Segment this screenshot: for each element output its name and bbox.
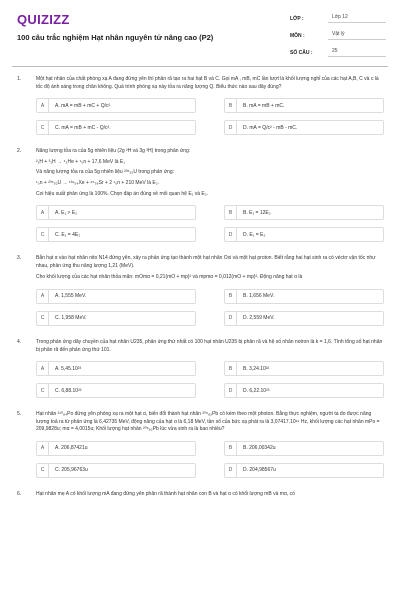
option-text: C. 6,88.10²² bbox=[55, 387, 82, 394]
answer-option-a[interactable] bbox=[36, 205, 196, 220]
answer-option-c[interactable] bbox=[36, 311, 196, 326]
question-text-2: Và năng lượng tỏa ra của 5g nhiên liệu ²³⁵₉₂U trong phản ứng: bbox=[36, 169, 174, 176]
option-letter: D bbox=[225, 121, 237, 134]
option-text: C. E₁ = 4E₂ bbox=[55, 231, 81, 238]
question-number: 5. bbox=[17, 411, 22, 418]
question-number: 3. bbox=[17, 255, 22, 262]
answer-option-b[interactable] bbox=[224, 98, 384, 113]
option-text: A. E₁ > E₂ bbox=[55, 209, 78, 216]
answer-option-d[interactable] bbox=[224, 463, 384, 478]
answer-option-d[interactable] bbox=[224, 227, 384, 242]
option-text: A. mA = mB + mC + Q/c² bbox=[55, 102, 111, 109]
option-letter: B bbox=[225, 290, 237, 303]
header-divider bbox=[12, 66, 388, 67]
question-text-2: Cho khối lượng của các hạt nhân thỏa mãn: mOmα = 0,21(mO + mp)² và mpmα = 0,012(mO + mp)². Động năng hạt α là bbox=[36, 274, 303, 281]
answer-options bbox=[36, 98, 384, 135]
question-number: 1. bbox=[17, 76, 22, 82]
option-text: B. mA = mB + mC. bbox=[243, 102, 285, 109]
answer-option-c[interactable] bbox=[36, 383, 196, 398]
option-letter: A bbox=[37, 290, 49, 303]
question-list bbox=[0, 76, 400, 499]
meta-value: 25 bbox=[328, 48, 386, 57]
answer-option-a[interactable] bbox=[36, 98, 196, 113]
question-text-3: Coi hiệu suất phản ứng là 100%. Chọn đáp án đúng về mối quan hệ E₁ và E₂. bbox=[36, 190, 209, 197]
quizizz-logo: QUIZIZZ bbox=[17, 12, 70, 27]
answer-option-b[interactable] bbox=[224, 441, 384, 456]
meta-row-question-count bbox=[290, 46, 386, 59]
option-letter: B bbox=[225, 362, 237, 375]
question-4 bbox=[0, 339, 400, 398]
option-text: D. 6,22.10²³ bbox=[243, 387, 270, 394]
answer-option-a[interactable] bbox=[36, 289, 196, 304]
option-text: C. 205,96763u bbox=[55, 467, 88, 474]
option-text: D. 204,98567u bbox=[243, 467, 276, 474]
question-number: 4. bbox=[17, 338, 22, 345]
question-2 bbox=[0, 148, 400, 242]
question-1 bbox=[0, 76, 400, 135]
option-text: A. 5,45.10²³ bbox=[55, 365, 82, 372]
option-letter: A bbox=[37, 362, 49, 375]
option-text: D. E₁ = E₂ bbox=[243, 231, 266, 238]
question-text: Một hạt nhân của chất phóng xạ A đang đứng yên thì phân rã tạo ra hai hạt B và C. Gọi mA , mB, mC lần lượt là khối lượng nghỉ của các hạt A,B, C và c là tốc độ ánh sáng trong chân không. Quá trình phóng xạ này tỏa ra năng lượng Q. Biểu thức nào sau đây đúng? bbox=[36, 76, 379, 90]
option-letter: D bbox=[225, 464, 237, 477]
question-5 bbox=[0, 411, 400, 478]
question-3 bbox=[0, 255, 400, 326]
answer-option-c[interactable] bbox=[36, 463, 196, 478]
option-letter: A bbox=[37, 99, 49, 112]
answer-option-c[interactable] bbox=[36, 120, 196, 135]
option-letter: A bbox=[37, 206, 49, 219]
answer-option-c[interactable] bbox=[36, 227, 196, 242]
answer-option-d[interactable] bbox=[224, 120, 384, 135]
option-letter: D bbox=[225, 384, 237, 397]
option-text: A. 206,87421u bbox=[55, 445, 88, 452]
answer-option-d[interactable] bbox=[224, 383, 384, 398]
answer-option-b[interactable] bbox=[224, 205, 384, 220]
option-letter: D bbox=[225, 228, 237, 241]
question-text: Hạt nhân mẹ A có khối lượng mA đang đứng yên phân rã thành hạt nhân con B và hạt α có khối lượng mB và mα, có bbox=[36, 490, 295, 497]
question-text: Năng lượng tỏa ra của 5g nhiên liệu (2g ²H và 3g ³H) trong phản ứng: bbox=[36, 148, 191, 155]
question-text: Trong phản ứng dây chuyền của hạt nhân U235, phản ứng thứ nhất có 100 hạt nhân U235 bị phân rã và hệ số nhân notron là k = 1,6. Tính tổng số hạt nhân bị phân rã đến phản ứng thứ 101. bbox=[36, 338, 383, 353]
option-text: B. 3,24.10²² bbox=[243, 365, 270, 372]
answer-options bbox=[36, 361, 384, 398]
option-letter: C bbox=[37, 121, 49, 134]
option-letter: B bbox=[225, 442, 237, 455]
option-letter: C bbox=[37, 384, 49, 397]
reaction-formula-1: ²₁H + ³₁H → ⁴₂He + ¹₀n + 17,6 MeV là E₁ bbox=[36, 158, 125, 165]
option-text: C. mA = mB + mC - Q/c². bbox=[55, 124, 111, 131]
option-text: D. 2,559 MeV. bbox=[243, 315, 275, 322]
question-text: Hạt nhân ²¹⁰₈₄Po đứng yên phóng xạ ra một hạt α, biến đổi thành hạt nhân ²⁰⁶₈₂Pb có kèm theo một photon. Bằng thực nghiệm, người ta đo được năng lượng toả ra từ phản ứng là 6,42735 MeV, động năng của hạt α là 6,18 MeV, tần số của bức xạ phát ra là 3,07417.10¹⁹ Hz, khối lượng các hạt nhân mPo = 209,9828u; mα = 4,0015u; Khối lượng hạt nhân ²⁰⁶₈₂Pb lúc vừa sinh ra là bao nhiêu? bbox=[36, 411, 380, 433]
meta-label: LỚP : bbox=[290, 15, 304, 22]
meta-value: Vật lý bbox=[328, 31, 386, 40]
option-letter: C bbox=[37, 312, 49, 325]
answer-option-d[interactable] bbox=[224, 311, 384, 326]
option-letter: C bbox=[37, 228, 49, 241]
answer-options bbox=[36, 289, 384, 326]
option-text: C. 1,958 MeV. bbox=[55, 315, 87, 322]
reaction-formula-2: ¹₀n + ²³⁵₉₂U → ¹³⁹₅₄Xe + ⁹⁵₃₈Sr + 2 ¹₀n + 210 MeV là E₂. bbox=[36, 179, 160, 186]
option-letter: B bbox=[225, 206, 237, 219]
option-letter: D bbox=[225, 312, 237, 325]
question-text: Bắn hạt α vào hạt nhân nito N14 đứng yên, xảy ra phản ứng tạo thành một hạt nhân Oxi và một hạt proton. Biết rằng hai hạt sinh ra có véctơ vận tốc như nhau, phản ứng thu năng lượng 1,21 (MeV). bbox=[36, 255, 376, 269]
question-number: 6. bbox=[17, 490, 22, 497]
answer-option-a[interactable] bbox=[36, 441, 196, 456]
answer-option-b[interactable] bbox=[224, 361, 384, 376]
meta-label: MÔN : bbox=[290, 32, 305, 39]
worksheet-header bbox=[0, 0, 400, 62]
worksheet-title: 100 câu trắc nghiệm Hạt nhân nguyên tử nâng cao (P2) bbox=[17, 33, 214, 42]
answer-option-b[interactable] bbox=[224, 289, 384, 304]
option-text: B. E₁ = 12E₂ bbox=[243, 209, 271, 216]
meta-value: Lớp 12 bbox=[328, 14, 386, 23]
option-text: B. 1,656 MeV. bbox=[243, 293, 275, 300]
question-6 bbox=[0, 491, 400, 499]
option-text: D. mA = Q/c² - mB - mC. bbox=[243, 124, 298, 131]
answer-options bbox=[36, 441, 384, 478]
meta-row-class bbox=[290, 12, 386, 25]
option-letter: A bbox=[37, 442, 49, 455]
option-letter: C bbox=[37, 464, 49, 477]
option-text: B. 206,00342u bbox=[243, 445, 276, 452]
meta-row-subject bbox=[290, 29, 386, 42]
worksheet-meta bbox=[290, 12, 386, 63]
meta-label: SỐ CÂU : bbox=[290, 49, 313, 56]
option-text: A. 1,555 MeV. bbox=[55, 293, 87, 300]
answer-options bbox=[36, 205, 384, 242]
option-letter: B bbox=[225, 99, 237, 112]
question-number: 2. bbox=[17, 148, 22, 155]
answer-option-a[interactable] bbox=[36, 361, 196, 376]
